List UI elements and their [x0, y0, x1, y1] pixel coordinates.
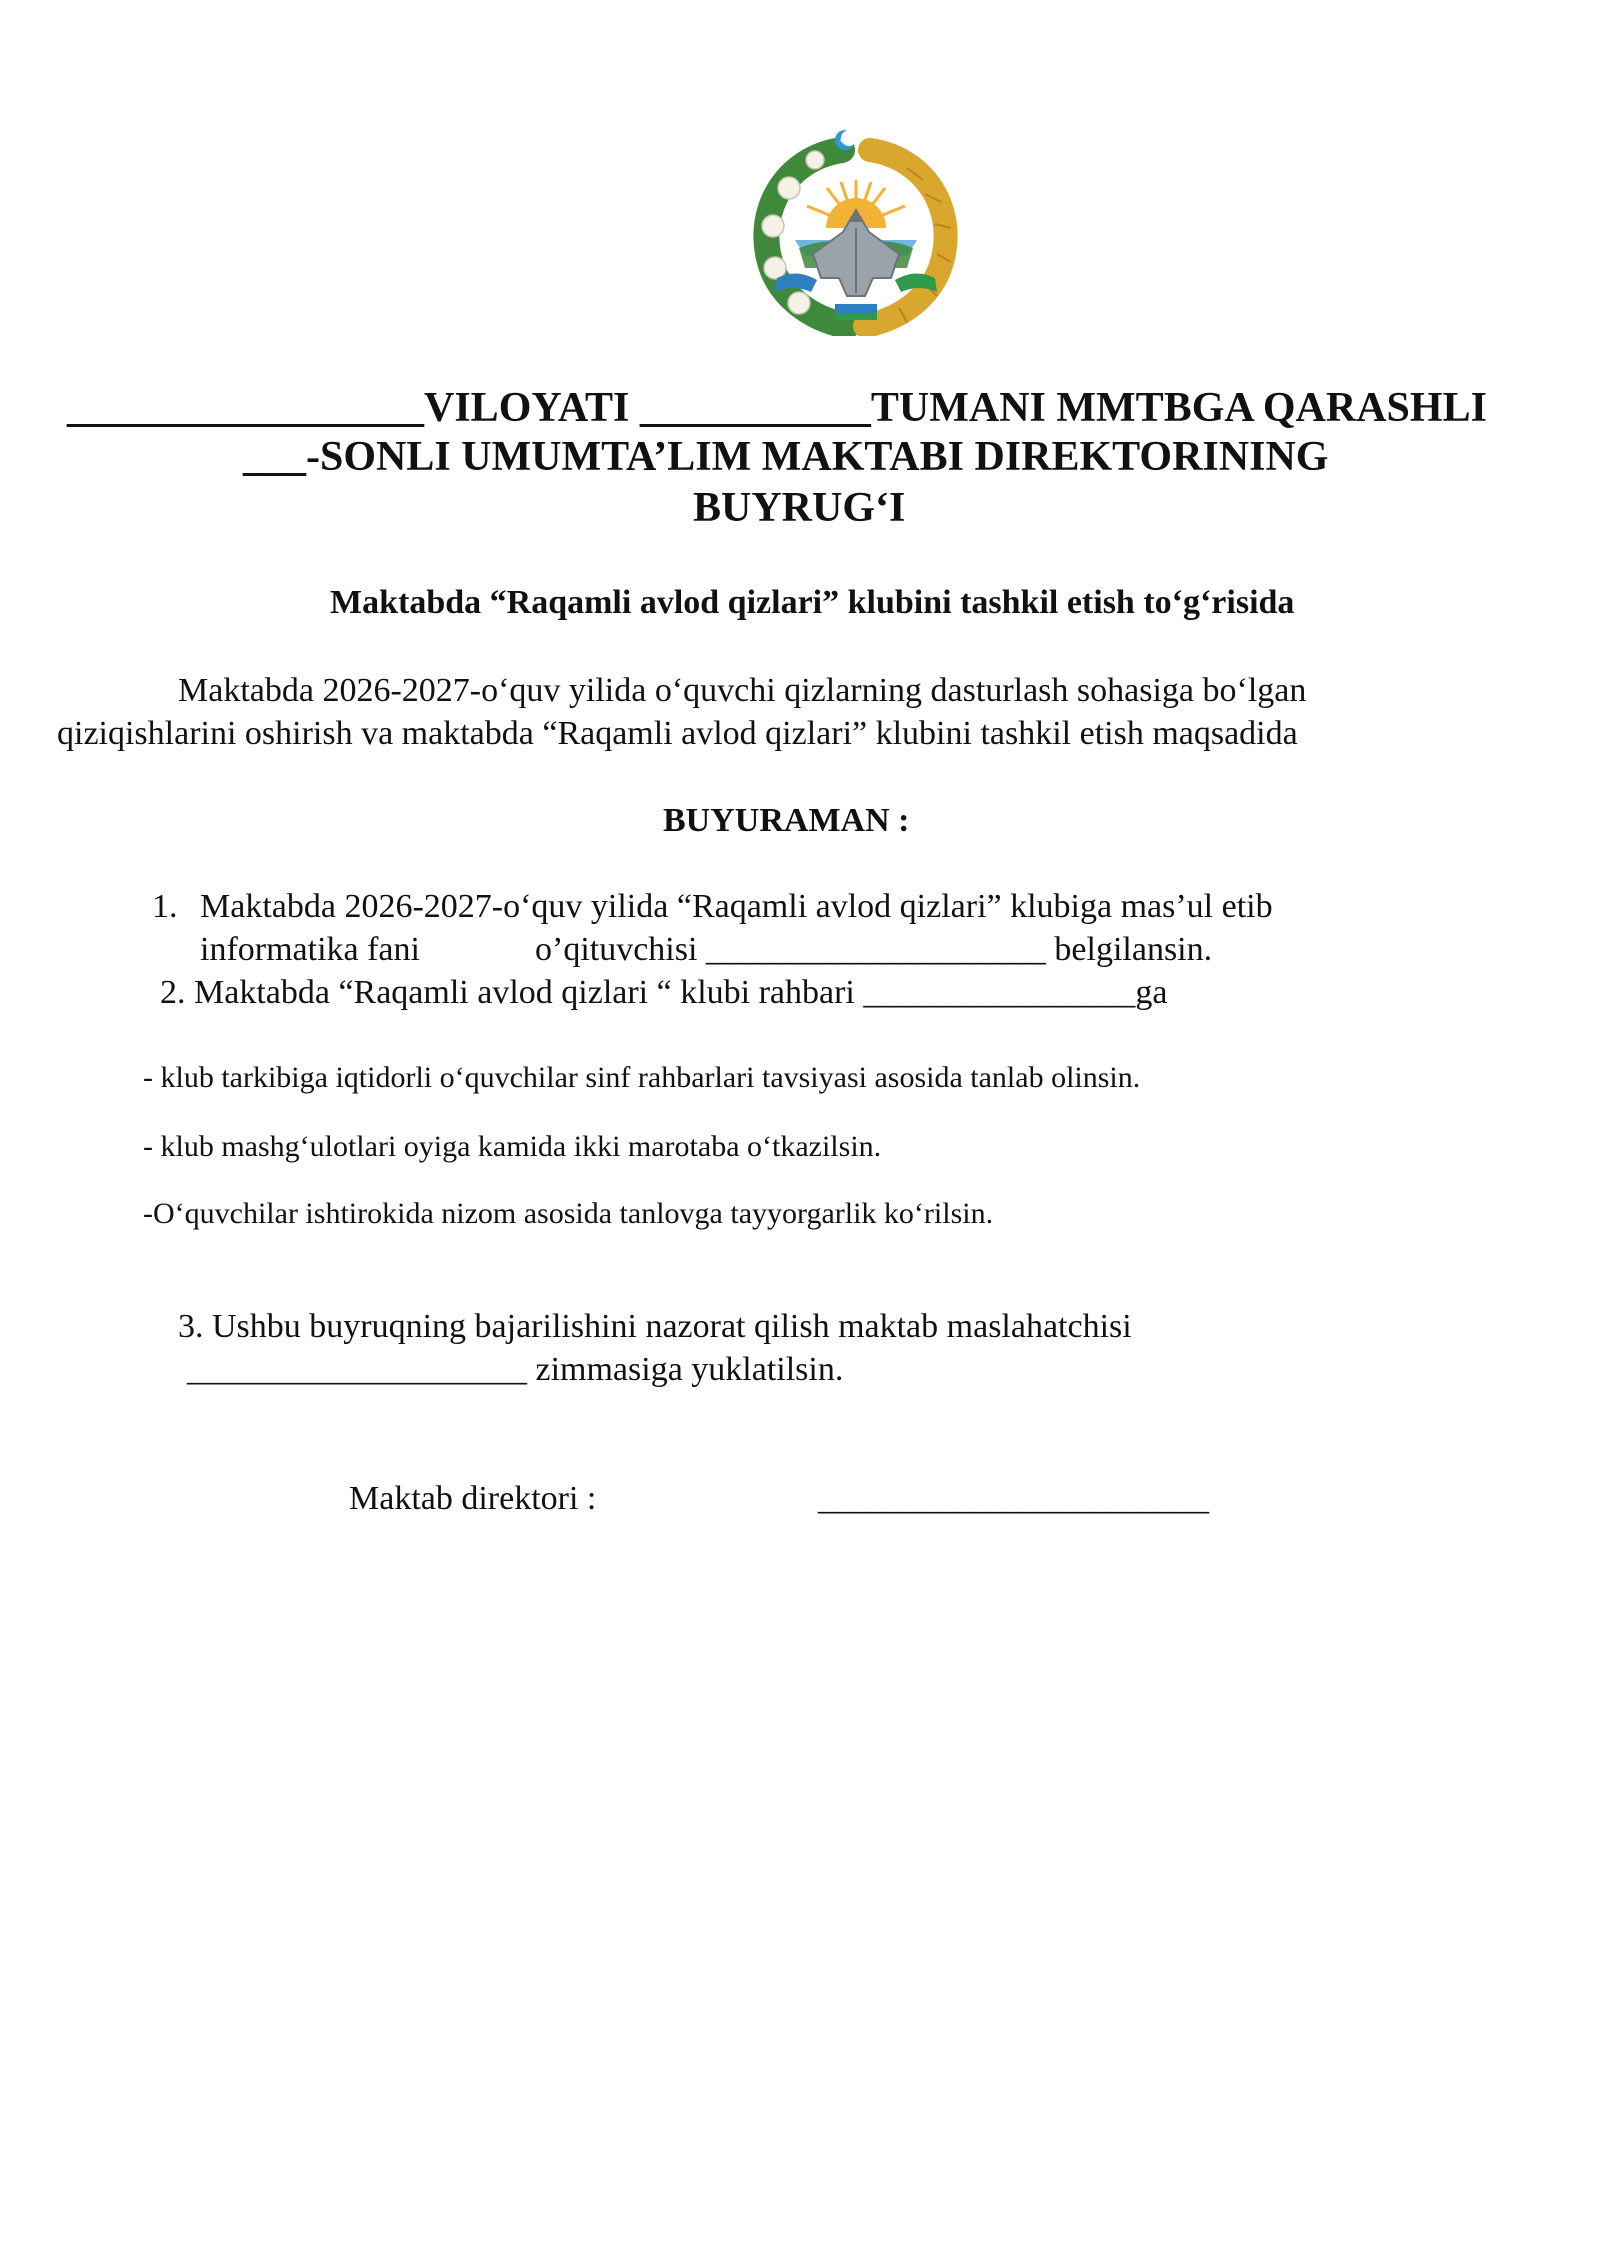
signature-label: Maktab direktori :: [349, 1480, 597, 1517]
dash-item-3: -O‘quvchilar ishtirokida nizom asosida tanlovga tayyorgarlik ko‘rilsin.: [143, 1197, 994, 1230]
item-2-line: 2. Maktabda “Raqamli avlod qizlari “ klubi rahbari ________________ga: [160, 974, 1168, 1011]
order-subject: Maktabda “Raqamli avlod qizlari” klubini tashkil etish to‘g‘risida: [330, 584, 1295, 621]
signature-blank: _______________________: [818, 1480, 1209, 1517]
item-3-line-2: ____________________ zimmasiga yuklatilsin.: [187, 1351, 844, 1388]
order-heading: BUYURAMAN :: [663, 802, 910, 839]
item-3-line-1: 3. Ushbu buyruqning bajarilishini nazorat qilish maktab maslahatchisi: [178, 1308, 1132, 1345]
state-emblem-icon: [747, 128, 965, 336]
item-1-line-2a: informatika fani: [200, 931, 420, 968]
dash-item-1: - klub tarkibiga iqtidorli o‘quvchilar sinf rahbarlari tavsiyasi asosida tanlab olinsin.: [143, 1061, 1141, 1094]
header-line-2: ___-SONLI UMUMTA’LIM MAKTABI DIREKTORINING: [243, 434, 1329, 480]
document-title: BUYRUG‘I: [693, 485, 906, 531]
preamble-line-2: qiziqishlarini oshirish va maktabda “Raqamli avlod qizlari” klubini tashkil etish maqsadida: [57, 715, 1298, 752]
item-1-number: 1.: [152, 888, 178, 925]
header-line-1: _________________VILOYATI ___________TUMANI MMTBGA QARASHLI: [67, 385, 1487, 431]
svg-text:G: G: [840, 136, 847, 146]
item-1-line-1: Maktabda 2026-2027-o‘quv yilida “Raqamli avlod qizlari” klubiga mas’ul etib: [200, 888, 1273, 925]
dash-item-2: - klub mashg‘ulotlari oyiga kamida ikki marotaba o‘tkazilsin.: [143, 1130, 882, 1163]
preamble-line-1: Maktabda 2026-2027-o‘quv yilida o‘quvchi qizlarning dasturlash sohasiga bo‘lgan: [178, 672, 1307, 709]
item-1-line-2b: o’qituvchisi ____________________ belgilansin.: [535, 931, 1213, 968]
